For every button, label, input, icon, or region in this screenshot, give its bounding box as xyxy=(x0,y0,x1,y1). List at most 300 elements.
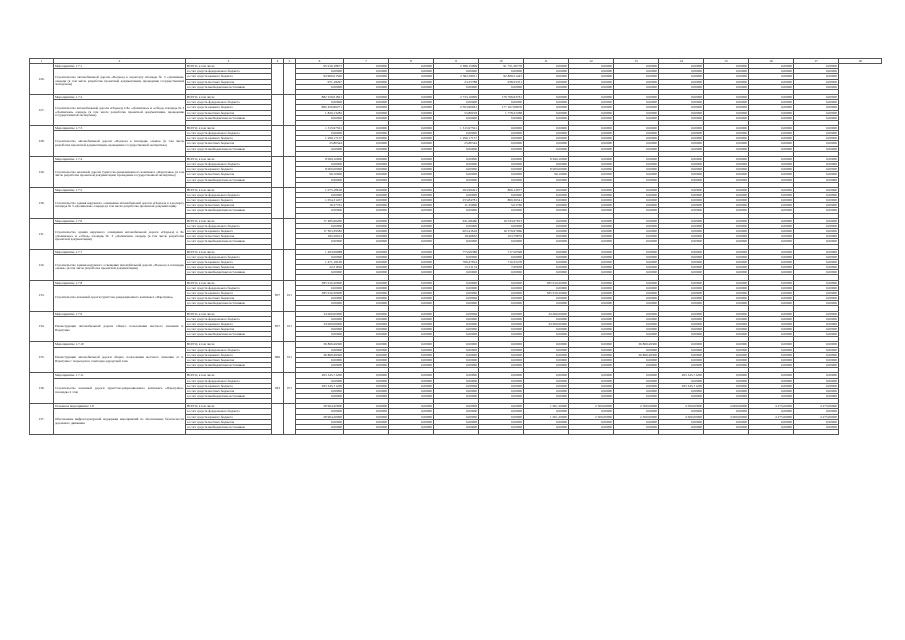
value-cell: 0,00000 xyxy=(704,198,749,203)
value-cell: 0,00000 xyxy=(749,280,794,285)
value-cell: 0,00000 xyxy=(614,347,659,352)
value-cell: 0,00000 xyxy=(524,342,569,347)
funding-source: за счет средств внебюджетных источников xyxy=(186,270,272,275)
value-cell: 0,00000 xyxy=(614,167,659,172)
value-cell: 0,00000 xyxy=(344,357,389,362)
value-cell: 385 910,20000 xyxy=(296,280,344,285)
value-cell: 0,00000 xyxy=(479,301,524,306)
value-cell: 0,00000 xyxy=(569,373,614,378)
value-cell: 0,00000 xyxy=(704,79,749,84)
value-cell: 0,00000 xyxy=(659,357,704,362)
value-cell: 0,00000 xyxy=(569,218,614,223)
value-cell: 2 503,90061 xyxy=(434,105,479,110)
value-cell: 0,00000 xyxy=(524,419,569,424)
value-cell: 0,00000 xyxy=(344,198,389,203)
value-cell: 0,00000 xyxy=(296,254,344,259)
value-cell: 0,00000 xyxy=(344,105,389,110)
value-cell: 0,00000 xyxy=(389,301,434,306)
value-cell: 0,00000 xyxy=(389,404,434,409)
value-cell: 0,00000 xyxy=(389,239,434,244)
value-cell: 0,00000 xyxy=(479,327,524,332)
value-cell: 0,00000 xyxy=(569,280,614,285)
value-cell: 0,00000 xyxy=(344,69,389,74)
funding-source: за счет средств краевого бюджета xyxy=(186,229,272,234)
funding-source: за счет средств внебюджетных источников xyxy=(186,424,272,429)
row-number: 130. xyxy=(30,187,54,218)
value-cell: 0,00000 xyxy=(659,327,704,332)
value-cell: 0,00000 xyxy=(749,156,794,161)
value-cell: 0,00000 xyxy=(389,290,434,295)
value-cell: 941,68460 xyxy=(434,218,479,223)
value-cell: 0,00000 xyxy=(569,115,614,120)
value-cell: 0,00000 xyxy=(344,167,389,172)
value-cell: 0,00000 xyxy=(794,347,839,352)
value-cell: 0,00000 xyxy=(344,146,389,151)
value-cell: 0,00000 xyxy=(479,347,524,352)
header-cell: 9 xyxy=(434,59,479,64)
value-cell: 0,00000 xyxy=(389,388,434,393)
value-cell: 717,50598 xyxy=(479,249,524,254)
value-cell: 0,00000 xyxy=(794,342,839,347)
value-cell: 28 904,20000 xyxy=(296,404,344,409)
value-cell: 0,00000 xyxy=(344,74,389,79)
value-cell: 0,00000 xyxy=(434,223,479,228)
value-cell: 0,00000 xyxy=(569,100,614,105)
header-cell: 5 xyxy=(284,59,296,64)
value-cell: 0,00000 xyxy=(749,347,794,352)
funding-source: ВСЕГО, в том числе xyxy=(186,156,272,161)
value-cell: 0,00000 xyxy=(614,301,659,306)
funding-source: за счет средств внебюджетных источников xyxy=(186,84,272,89)
value-cell: 0,00000 xyxy=(749,136,794,141)
funding-source xyxy=(186,430,272,435)
value-cell: 0,00000 xyxy=(659,260,704,265)
value-cell: 775,99389 xyxy=(434,249,479,254)
event-title: Мероприятие 1.7.9 xyxy=(54,311,186,316)
value-cell: 0,00000 xyxy=(794,378,839,383)
row-number: 132. xyxy=(30,249,54,280)
value-cell xyxy=(614,430,659,435)
row-number: 129. xyxy=(30,156,54,187)
value-cell: 0,00000 xyxy=(296,332,344,337)
value-cell: 0,00000 xyxy=(524,131,569,136)
value-cell: 0,00000 xyxy=(479,419,524,424)
value-cell: 4 275,00000 xyxy=(794,404,839,409)
value-cell: 0,00000 xyxy=(389,260,434,265)
value-cell: 4 000,00000 xyxy=(704,404,749,409)
value-cell xyxy=(794,430,839,435)
value-cell: 0,00000 xyxy=(704,172,749,177)
value-cell: 0,00000 xyxy=(569,388,614,393)
value-cell: 1 054,31457 xyxy=(296,198,344,203)
value-cell: 0,00000 xyxy=(389,285,434,290)
value-cell: 0,00000 xyxy=(296,270,344,275)
value-cell: 0,00000 xyxy=(434,208,479,213)
value-cell: 0,00000 xyxy=(389,265,434,270)
funding-source: за счет средств внебюджетных источников xyxy=(186,332,272,337)
value-cell: 0,00000 xyxy=(749,249,794,254)
funding-source: за счет средств краевого бюджета xyxy=(186,352,272,357)
value-cell: 0,00000 xyxy=(614,79,659,84)
value-cell: 0,00000 xyxy=(794,74,839,79)
value-cell: 1 290,17157 xyxy=(296,136,344,141)
value-cell: 0,00000 xyxy=(794,141,839,146)
value-cell: 263 345,71200 xyxy=(296,373,344,378)
value-cell: 0,00000 xyxy=(479,352,524,357)
value-cell xyxy=(659,430,704,435)
value-cell: 0,00000 xyxy=(524,265,569,270)
value-cell: 0,00000 xyxy=(434,296,479,301)
value-cell: 0,00000 xyxy=(749,95,794,100)
value-cell xyxy=(704,430,749,435)
value-cell: 0,00000 xyxy=(479,254,524,259)
value-cell: 0,00000 xyxy=(614,223,659,228)
value-cell: 0,00000 xyxy=(524,394,569,399)
value-cell: 0,00000 xyxy=(479,136,524,141)
value-cell: 0,00000 xyxy=(704,162,749,167)
event-title: Мероприятие 1.7.11 xyxy=(54,373,186,378)
value-cell: 0,00000 xyxy=(569,146,614,151)
value-cell: 0,00000 xyxy=(659,394,704,399)
value-cell: 0,00000 xyxy=(749,301,794,306)
value-cell: 0,00000 xyxy=(479,285,524,290)
ministry-code xyxy=(272,249,284,280)
value-cell: 0,00000 xyxy=(389,347,434,352)
value-cell: 0,00000 xyxy=(614,172,659,177)
funding-source: за счет средств местных бюджетов xyxy=(186,388,272,393)
value-cell: 28 904,20000 xyxy=(296,414,344,419)
value-cell: 0,00000 xyxy=(296,115,344,120)
value-cell: 0,00000 xyxy=(344,126,389,131)
value-cell: 0,00000 xyxy=(524,69,569,74)
value-cell: 0,00000 xyxy=(389,270,434,275)
value-cell: 0,00000 xyxy=(434,193,479,198)
value-cell: 0,00000 xyxy=(389,79,434,84)
value-cell: 8 000,00000 xyxy=(524,167,569,172)
value-cell: 0,00000 xyxy=(479,177,524,182)
program-code xyxy=(284,404,296,435)
funding-source: за счет средств федерального бюджета xyxy=(186,223,272,228)
value-cell: 0,00000 xyxy=(389,198,434,203)
event-title: Мероприятие 1.7.3 xyxy=(54,126,186,131)
event-title: Мероприятие 1.7.5 xyxy=(54,187,186,192)
value-cell: 0,00000 xyxy=(389,383,434,388)
value-cell xyxy=(479,430,524,435)
value-cell: 0,00000 xyxy=(296,378,344,383)
funding-source: за счет средств внебюджетных источников xyxy=(186,208,272,213)
value-cell: 710,25278 xyxy=(479,260,524,265)
value-cell: 0,00000 xyxy=(479,280,524,285)
event-title: Мероприятие 1.7.7 xyxy=(54,249,186,254)
value-cell: 0,00000 xyxy=(704,321,749,326)
value-cell: 0,00000 xyxy=(614,424,659,429)
value-cell: 0,00000 xyxy=(614,156,659,161)
value-cell xyxy=(344,430,389,435)
value-cell: 0,00000 xyxy=(389,373,434,378)
funding-source: ВСЕГО, в том числе xyxy=(186,311,272,316)
value-cell: 0,00000 xyxy=(749,383,794,388)
value-cell: 0,00000 xyxy=(479,156,524,161)
value-cell: 0,00000 xyxy=(389,352,434,357)
value-cell: 1 315,97501 xyxy=(296,126,344,131)
row-number: 127. xyxy=(30,95,54,126)
value-cell: 0,00000 xyxy=(389,218,434,223)
value-cell: 0,00000 xyxy=(389,316,434,321)
funding-source: за счет средств местных бюджетов xyxy=(186,296,272,301)
value-cell: 0,00000 xyxy=(704,388,749,393)
value-cell: 0,00000 xyxy=(794,218,839,223)
value-cell: 0,00000 xyxy=(614,234,659,239)
value-cell: 0,00000 xyxy=(659,229,704,234)
event-description: Строительство автомобильной дороги «Подъезд к Бо «Долинское» и «обход» площадь № 3 «Долинская» очередь (в том числе разработка проектной документации, проведение государственной экспертизы) xyxy=(54,100,186,126)
value-cell: 0,00000 xyxy=(569,208,614,213)
value-cell: 0,00000 xyxy=(344,285,389,290)
value-cell: 0,00000 xyxy=(794,100,839,105)
value-cell: 0,00000 xyxy=(614,74,659,79)
value-cell: 0,00000 xyxy=(794,172,839,177)
value-cell: 0,00000 xyxy=(704,167,749,172)
value-cell: 0,00000 xyxy=(614,95,659,100)
ministry-code xyxy=(272,64,284,95)
value-cell: 0,00000 xyxy=(569,347,614,352)
value-cell: 0,00000 xyxy=(659,95,704,100)
value-cell: 0,00000 xyxy=(296,327,344,332)
ministry-code xyxy=(272,187,284,218)
value-cell: 0,00000 xyxy=(296,394,344,399)
value-cell: 177 167,08676 xyxy=(479,105,524,110)
header-cell: 3 xyxy=(186,59,272,64)
value-cell: 0,00000 xyxy=(434,363,479,368)
value-cell: 0,00000 xyxy=(749,394,794,399)
value-cell: 0,00000 xyxy=(479,373,524,378)
value-cell: 0,00000 xyxy=(344,394,389,399)
value-cell: 0,00000 xyxy=(569,131,614,136)
value-cell: 0,00000 xyxy=(344,373,389,378)
value-cell: 0,00000 xyxy=(344,110,389,115)
value-cell: 253,84781 xyxy=(434,198,479,203)
value-cell: 0,00000 xyxy=(794,316,839,321)
funding-source: за счет средств краевого бюджета xyxy=(186,383,272,388)
value-cell: 0,00000 xyxy=(524,198,569,203)
value-cell: 0,00000 xyxy=(794,321,839,326)
value-cell: 0,00000 xyxy=(524,373,569,378)
value-cell: 0,00000 xyxy=(614,321,659,326)
value-cell: 34 000,00000 xyxy=(296,321,344,326)
value-cell: 0,00000 xyxy=(749,296,794,301)
value-cell: 0,00000 xyxy=(524,141,569,146)
value-cell: 0,00000 xyxy=(434,311,479,316)
value-cell: 0,00000 xyxy=(614,84,659,89)
value-cell: 0,00000 xyxy=(704,187,749,192)
value-cell: 0,00000 xyxy=(479,162,524,167)
value-cell: 0,00000 xyxy=(614,136,659,141)
value-cell: 0,00000 xyxy=(659,131,704,136)
value-cell: 0,00000 xyxy=(479,290,524,295)
budget-table xyxy=(29,58,882,435)
value-cell: 0,00000 xyxy=(296,296,344,301)
value-cell: 882 259,01821 xyxy=(296,95,344,100)
value-cell: 0,00000 xyxy=(524,162,569,167)
value-cell: 0,00000 xyxy=(524,95,569,100)
table-body xyxy=(30,59,882,435)
value-cell: 18,46832 xyxy=(434,234,479,239)
value-cell: 0,00000 xyxy=(704,352,749,357)
value-cell: 0,00000 xyxy=(296,208,344,213)
funding-source: за счет средств краевого бюджета xyxy=(186,167,272,172)
value-cell: 0,00000 xyxy=(704,280,749,285)
value-cell: 0,00000 xyxy=(794,270,839,275)
value-cell: 0,00000 xyxy=(659,296,704,301)
value-cell: 0,00000 xyxy=(794,239,839,244)
value-cell: 0,00000 xyxy=(479,146,524,151)
value-cell: 0,00000 xyxy=(344,239,389,244)
value-cell: 0,00000 xyxy=(296,363,344,368)
value-cell: 0,00000 xyxy=(659,110,704,115)
value-cell: 0,00000 xyxy=(794,84,839,89)
value-cell: 16 543,97813 xyxy=(479,218,524,223)
value-cell: 0,00000 xyxy=(704,270,749,275)
value-cell: 0,00000 xyxy=(569,162,614,167)
header-cell: 8 xyxy=(389,59,434,64)
value-cell: 0,00000 xyxy=(569,234,614,239)
value-cell: 0,00000 xyxy=(659,198,704,203)
value-cell: 0,00000 xyxy=(524,110,569,115)
value-cell: 0,00000 xyxy=(704,424,749,429)
value-cell: 0,00000 xyxy=(389,167,434,172)
value-cell: 22,51810 xyxy=(296,265,344,270)
value-cell: 0,00000 xyxy=(749,424,794,429)
value-cell: 0,00000 xyxy=(614,316,659,321)
value-cell: 0,00000 xyxy=(569,285,614,290)
value-cell: 0,00000 xyxy=(794,234,839,239)
value-cell: 4 275,00000 xyxy=(749,414,794,419)
value-cell: 0,00000 xyxy=(344,296,389,301)
value-cell: 0,00000 xyxy=(749,187,794,192)
value-cell: 0,00000 xyxy=(344,64,389,69)
program-code: 011 xyxy=(284,280,296,311)
value-cell: 4 500,00000 xyxy=(659,414,704,419)
row-number: 134. xyxy=(30,311,54,342)
value-cell: 0,00000 xyxy=(704,254,749,259)
value-cell: 0,00000 xyxy=(794,203,839,208)
value-cell: 0,00000 xyxy=(524,187,569,192)
value-cell: 0,00000 xyxy=(704,64,749,69)
value-cell: 0,00000 xyxy=(659,234,704,239)
value-cell: 0,00000 xyxy=(524,146,569,151)
value-cell: 263,96491 xyxy=(434,187,479,192)
value-cell: 16 379,97966 xyxy=(479,229,524,234)
value-cell: 0,00000 xyxy=(659,424,704,429)
value-cell: 0,00000 xyxy=(704,363,749,368)
value-cell: 0,00000 xyxy=(344,260,389,265)
value-cell: 0,00000 xyxy=(344,156,389,161)
value-cell: 0,00000 xyxy=(344,187,389,192)
value-cell: 385 910,20000 xyxy=(296,290,344,295)
value-cell: 0,00000 xyxy=(434,290,479,295)
value-cell: 0,00000 xyxy=(524,177,569,182)
value-cell: 0,00000 xyxy=(614,239,659,244)
value-cell: 0,00000 xyxy=(614,64,659,69)
value-cell: 0,00000 xyxy=(614,187,659,192)
value-cell: 0,00000 xyxy=(524,296,569,301)
value-cell: 0,00000 xyxy=(614,177,659,182)
value-cell: 0,00000 xyxy=(434,373,479,378)
row-number: 128. xyxy=(30,126,54,157)
value-cell: 0,00000 xyxy=(524,203,569,208)
value-cell: 0,00000 xyxy=(479,131,524,136)
event-title: Мероприятие 1.7.4 xyxy=(54,156,186,161)
value-cell: 0,00000 xyxy=(569,342,614,347)
value-cell: 0,00000 xyxy=(296,347,344,352)
value-cell: 0,00000 xyxy=(659,301,704,306)
value-cell: 0,00000 xyxy=(569,187,614,192)
header-cell: 14 xyxy=(659,59,704,64)
value-cell: 0,00000 xyxy=(704,218,749,223)
value-cell: 0,00000 xyxy=(704,115,749,120)
funding-source: за счет средств федерального бюджета xyxy=(186,193,272,198)
value-cell: 0,00000 xyxy=(524,64,569,69)
value-cell: 0,00000 xyxy=(614,373,659,378)
value-cell: 0,00000 xyxy=(434,383,479,388)
value-cell: 0,00000 xyxy=(614,254,659,259)
value-cell: 0,00000 xyxy=(794,409,839,414)
value-cell: 0,00000 xyxy=(389,131,434,136)
value-cell: 0,00000 xyxy=(344,115,389,120)
value-cell: 36 869,49300 xyxy=(296,342,344,347)
value-cell: 0,00000 xyxy=(794,223,839,228)
value-cell: 0,00000 xyxy=(659,311,704,316)
value-cell: 0,00000 xyxy=(524,301,569,306)
header-cell: 18 xyxy=(839,59,882,64)
value-cell: 0,00000 xyxy=(434,404,479,409)
value-cell: 0,00000 xyxy=(434,131,479,136)
value-cell: 0,00000 xyxy=(749,203,794,208)
value-cell: 0,00000 xyxy=(296,146,344,151)
funding-source: за счет средств местных бюджетов xyxy=(186,419,272,424)
value-cell: 0,00000 xyxy=(749,270,794,275)
value-cell: 0,00000 xyxy=(434,115,479,120)
value-cell: 0,00000 xyxy=(524,332,569,337)
value-cell: 0,00000 xyxy=(434,100,479,105)
value-cell: 0,00000 xyxy=(344,332,389,337)
value-cell: 0,00000 xyxy=(569,167,614,172)
value-cell: 0,00000 xyxy=(794,249,839,254)
value-cell: 971,18297 xyxy=(296,79,344,84)
value-cell: 0,00000 xyxy=(659,177,704,182)
value-cell: 0,00000 xyxy=(704,332,749,337)
event-title: Мероприятие 1.7.1 xyxy=(54,64,186,69)
value-cell: 0,00000 xyxy=(344,270,389,275)
funding-source: ВСЕГО, в том числе xyxy=(186,95,272,100)
value-cell: 0,00000 xyxy=(794,301,839,306)
value-cell: 0,00000 xyxy=(344,136,389,141)
value-cell: 0,00000 xyxy=(344,424,389,429)
funding-source: за счет средств внебюджетных источников xyxy=(186,115,272,120)
value-cell: 0,00000 xyxy=(659,74,704,79)
event-description: Реконструкция автомобильной дороги общего пользования местного значения от п. Паратунка с подъездом к санаторно-курортной зоне xyxy=(54,347,186,373)
ministry-code: 860 xyxy=(272,342,284,373)
value-cell: 0,00000 xyxy=(794,260,839,265)
ministry-code xyxy=(272,404,284,435)
funding-source: за счет средств краевого бюджета xyxy=(186,290,272,295)
value-cell: 0,00000 xyxy=(749,223,794,228)
value-cell: 0,00000 xyxy=(794,79,839,84)
value-cell: 0,00000 xyxy=(479,388,524,393)
value-cell: 2 500,00000 xyxy=(569,404,614,409)
program-code: 011 xyxy=(284,311,296,342)
value-cell: 0,00000 xyxy=(479,84,524,89)
value-cell: 0,00000 xyxy=(704,347,749,352)
